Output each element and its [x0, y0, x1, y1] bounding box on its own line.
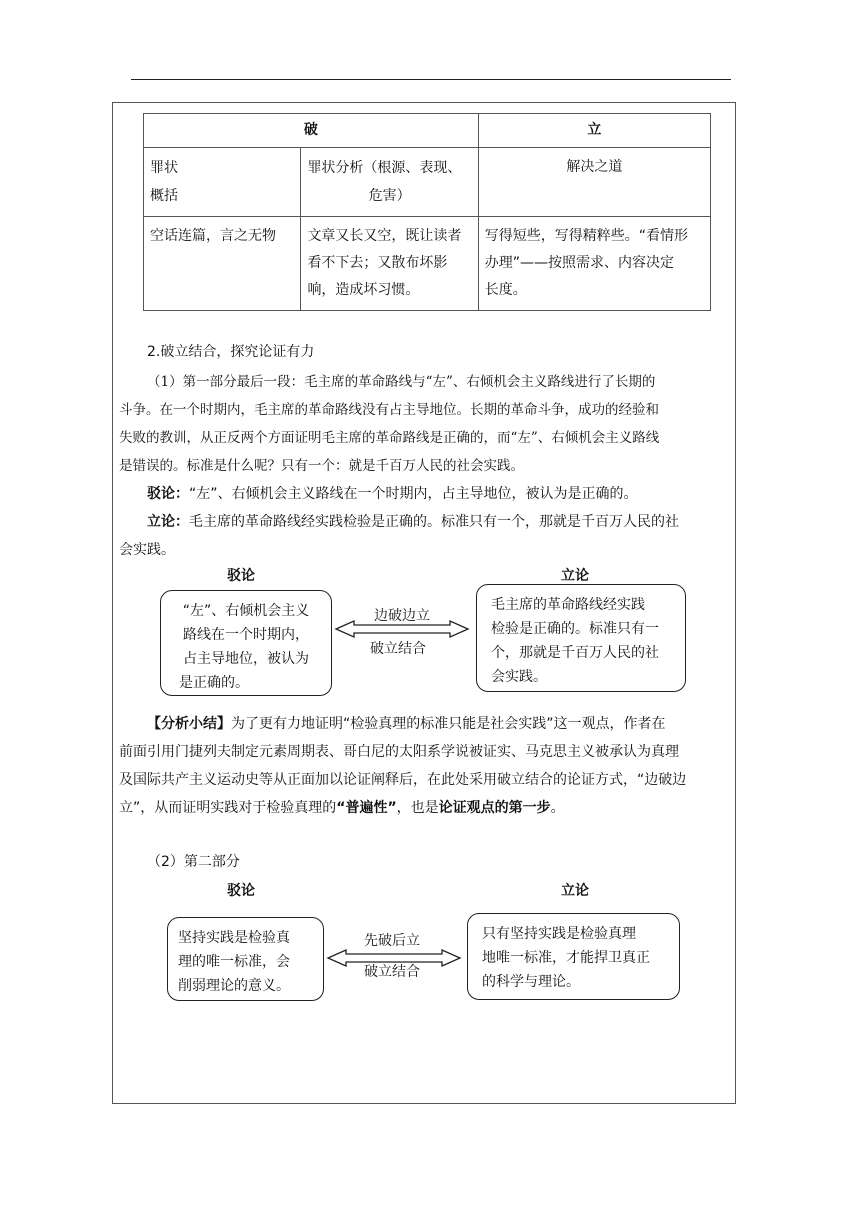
subheader-col3: 解决之道	[478, 148, 710, 217]
summary-l4-a: 立”，从而证明实践对于检验真理的	[119, 800, 337, 816]
diagram1-arrow-bottom: 破立结合	[370, 641, 426, 657]
row-col1: 空话连篇，言之无物	[144, 217, 301, 311]
summary-line2: 前面引用门捷列夫制定元素周期表、哥白尼的太阳系学说被证实、马克思主义被承认为真理	[119, 744, 679, 760]
row-col3	[478, 217, 710, 311]
diagram2-right-box	[467, 913, 680, 1000]
summary-text-line1: 为了更有力地证明“检验真理的标准只能是社会实践”这一观点，作者在	[231, 716, 666, 732]
row-col2	[301, 217, 478, 311]
row-col2-line2: 看不下去；又散布坏影	[307, 255, 448, 271]
subheader-col1-line1: 罪状	[150, 160, 178, 176]
subheader-col1	[144, 148, 301, 217]
diagram2-arrow-top: 先破后立	[364, 933, 420, 949]
diagram2-left-box	[167, 917, 324, 1001]
bolun-label: 驳论：	[147, 486, 189, 502]
row-col3-line3: 长度。	[484, 282, 527, 298]
diagram2-right-line2: 地唯一标准，才能捍卫真正	[482, 950, 650, 966]
diagram1-left-line1: “左”、右倾机会主义	[182, 603, 310, 619]
row-col3-line1: 写得短些，写得精粹些。“看情形	[484, 228, 689, 244]
summary-l4-b: “普遍性”	[336, 800, 397, 816]
subheader-col2	[301, 148, 478, 217]
header-li: 立	[478, 114, 710, 148]
diagram1-double-arrow	[334, 620, 470, 638]
diagram2-left-line2: 理的唯一标准，会	[178, 954, 290, 970]
bolun-text: “左”、右倾机会主义路线在一个时期内，占主导地位，被认为是正确的。	[189, 486, 638, 502]
diagram1-right-line3: 个，那就是千百万人民的社	[491, 645, 659, 661]
diagram1-right-line1: 毛主席的革命路线经实践	[491, 597, 645, 613]
table-header-row	[144, 114, 711, 148]
subheader-col2-line2: 危害）	[368, 188, 411, 204]
subheader-col1-line2: 概括	[150, 188, 178, 204]
subheader-col2-line1: 罪状分析（根源、表现、	[307, 160, 462, 176]
row-col2-line3: 响，造成坏习惯。	[307, 282, 420, 298]
diagram1-left-label: 驳论	[227, 568, 255, 584]
diagram2-arrow-bottom: 破立结合	[364, 964, 420, 980]
diagram1-right-line2: 检验是正确的。标准只有一	[491, 621, 659, 637]
diagram1-left-line3: 占主导地位，被认为	[183, 651, 309, 667]
diagram2-right-line1: 只有坚持实践是检验真理	[482, 926, 636, 942]
po-li-table	[143, 113, 711, 311]
summary-l4-c: ，也是	[396, 800, 439, 816]
diagram1-left-box	[160, 590, 332, 696]
diagram2-left-label: 驳论	[227, 883, 255, 899]
lilun-line2: 会实践。	[119, 542, 175, 558]
section2-title: 2.破立结合，探究论证有力	[147, 344, 315, 360]
lilun-line1	[147, 508, 679, 536]
diagram1-left-line4: 是正确的。	[179, 675, 249, 691]
summary-label: 【分析小结】	[147, 716, 231, 732]
diagram1-right-line4: 会实践。	[491, 669, 547, 685]
summary-line4	[119, 794, 565, 822]
summary-l4-d: 论证观点的第一步	[438, 800, 551, 816]
summary-l4-e: 。	[550, 800, 565, 816]
diagram2-right-label: 立论	[561, 883, 589, 899]
summary-line1	[147, 710, 666, 738]
bolun-line	[147, 480, 638, 508]
part1-line2: 斗争。在一个时期内，毛主席的革命路线没有占主导地位。长期的革命斗争，成功的经验和	[119, 402, 659, 418]
header-po: 破	[144, 114, 479, 148]
diagram1-right-box	[476, 584, 686, 692]
part2-title: （2）第二部分	[147, 854, 240, 870]
diagram1-arrow-top: 边破边立	[374, 608, 430, 624]
part1-line1: （1）第一部分最后一段：毛主席的革命路线与“左”、右倾机会主义路线进行了长期的	[147, 374, 656, 390]
part1-line4: 是错误的。标准是什么呢？只有一个：就是千百万人民的社会实践。	[119, 458, 524, 474]
table-row	[144, 217, 711, 311]
diagram2-right-line3: 的科学与理论。	[482, 974, 580, 990]
diagram2-left-line1: 坚持实践是检验真	[178, 930, 290, 946]
part1-line3: 失败的教训，从正反两个方面证明毛主席的革命路线是正确的，而“左”、右倾机会主义路线	[119, 430, 660, 446]
row-col3-line2: 办理”——按照需求、内容决定	[484, 255, 675, 271]
diagram1-left-line2: 路线在一个时期内，	[183, 627, 309, 643]
row-col2-line1: 文章又长又空，既让读者	[307, 228, 462, 244]
diagram1-right-label: 立论	[561, 568, 589, 584]
header-rule	[131, 79, 731, 80]
lilun-label: 立论：	[147, 514, 189, 530]
diagram2-left-line3: 削弱理论的意义。	[178, 978, 290, 994]
table-subheader-row	[144, 148, 711, 217]
summary-line3: 及国际共产主义运动史等从正面加以论证阐释后，在此处采用破立结合的论证方式，“边破边	[119, 772, 687, 788]
lilun-text-line1: 毛主席的革命路线经实践检验是正确的。标准只有一个，那就是千百万人民的社	[189, 514, 679, 530]
